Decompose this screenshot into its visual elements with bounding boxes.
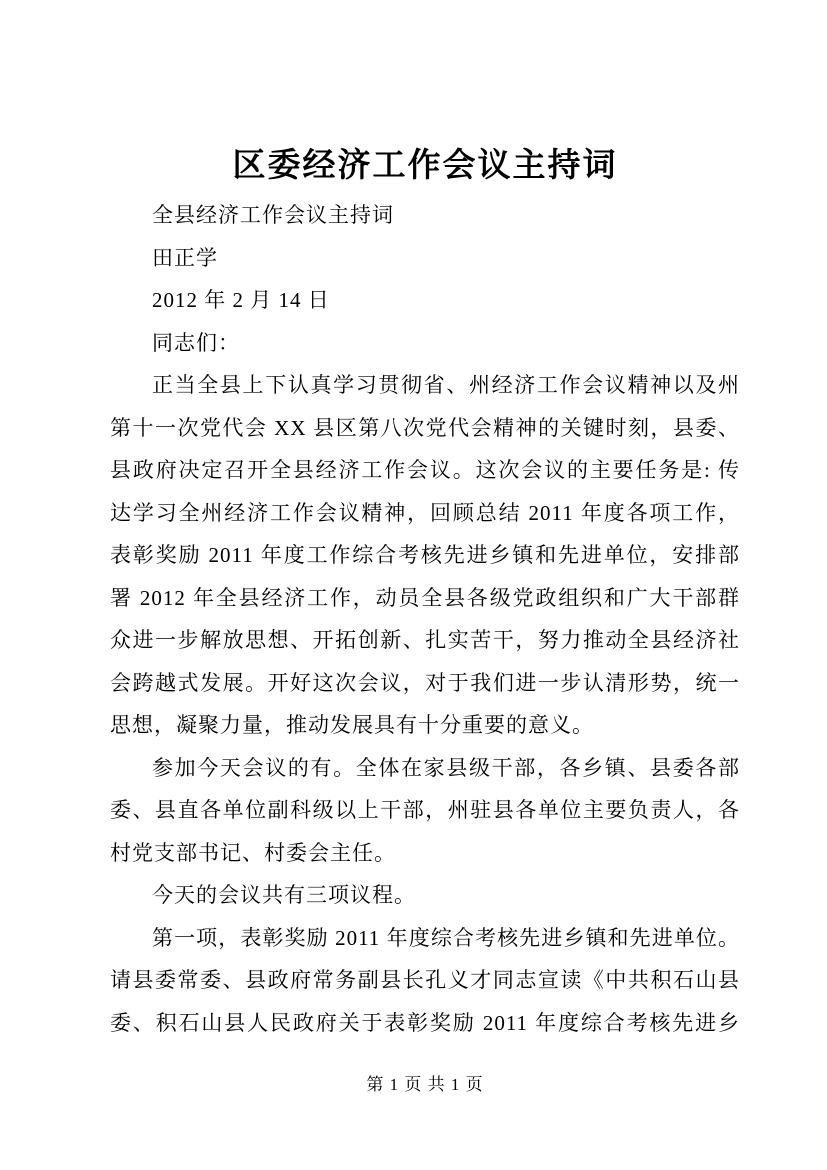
page-footer bbox=[110, 1073, 740, 1097]
text-line: 署 2012 年全县经济工作，动员全县各级党政组织和广大干部群 bbox=[110, 585, 740, 610]
text-line: 正当全县上下认真学习贯彻省、州经济工作会议精神以及州 bbox=[152, 373, 740, 397]
text-line: 表彰奖励 2011 年度工作综合考核先进乡镇和先进单位，安排部 bbox=[110, 543, 740, 567]
text-line: 今天的会议共有三项议程。 bbox=[152, 883, 416, 907]
text-line: 参加今天会议的有。全体在家县级干部，各乡镇、县委各部 bbox=[152, 755, 740, 780]
document-body bbox=[110, 194, 740, 1044]
text-line: 请县委常委、县政府常务副县长孔义才同志宣读《中共积石山县 bbox=[110, 968, 740, 992]
text-line: 思想，凝聚力量，推动发展具有十分重要的意义。 bbox=[110, 713, 594, 737]
document-content bbox=[110, 136, 740, 1044]
text-line: 委、积石山县人民政府关于表彰奖励 2011 年度综合考核先进乡 bbox=[110, 1010, 740, 1035]
text-line: 2012 年 2 月 14 日 bbox=[152, 288, 330, 312]
text-line: 第十一次党代会 XX 县区第八次党代会精神的关键时刻，县委、 bbox=[110, 415, 740, 440]
page-number-text: 第 1 页 共 1 页 bbox=[366, 1075, 484, 1094]
text-line: 第一项，表彰奖励 2011 年度综合考核先进乡镇和先进单位。 bbox=[152, 925, 740, 950]
text-line: 众进一步解放思想、开拓创新、扎实苦干，努力推动全县经济社 bbox=[110, 628, 740, 652]
text-line: 全县经济工作会议主持词 bbox=[152, 203, 394, 227]
text-line: 县政府决定召开全县经济工作会议。这次会议的主要任务是: 传 bbox=[110, 458, 740, 482]
text-line: 同志们： bbox=[152, 330, 240, 355]
document-title: 区委经济工作会议主持词 bbox=[232, 148, 618, 184]
text-line: 村党支部书记、村委会主任。 bbox=[110, 840, 396, 865]
text-line: 田正学 bbox=[152, 245, 218, 270]
text-line: 会跨越式发展。开好这次会议，对于我们进一步认清形势，统一 bbox=[110, 670, 740, 695]
text-line: 达学习全州经济工作会议精神，回顾总结 2011 年度各项工作， bbox=[110, 500, 740, 525]
text-line: 委、县直各单位副科级以上干部，州驻县各单位主要负责人，各 bbox=[110, 798, 740, 822]
